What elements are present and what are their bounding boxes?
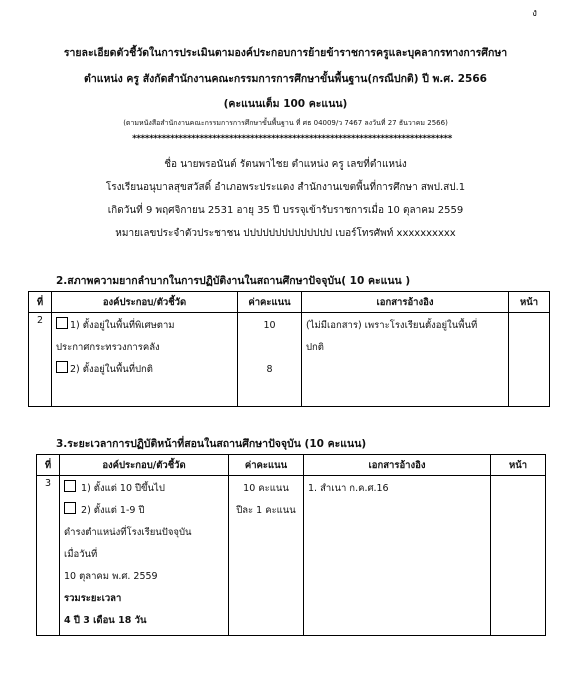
col-header-no: ที่ xyxy=(37,455,60,476)
header-line-1: รายละเอียดตัวชี้วัดในการประเมินตามองค์ประกอบการย้ายข้าราชการครูและบุคลากรทางการศึกษา xyxy=(63,47,508,59)
row-number: 2 xyxy=(29,313,52,407)
item-2-label: 2) ตั้งแต่ 1-9 ปี xyxy=(81,505,145,516)
header-line-2: ตำแหน่ง ครู สังกัดสำนักงานคณะกรรมการการศึกษาขั้นพื้นฐาน(กรณีปกติ) ปี พ.ศ. 2566 xyxy=(84,73,487,85)
score-2: 8 xyxy=(266,364,273,375)
reference-cell xyxy=(304,476,491,636)
person-name-line: ชื่อ นายพรอนันต์ รัตนพาไชย ตำแหน่ง ครู เลขที่ตำแหน่ง xyxy=(164,159,407,170)
section-3-title: 3.ระยะเวลาการปฏิบัติหน้าที่สอนในสถานศึกษาปัจจุบัน (10 คะแนน) xyxy=(56,438,367,450)
reference-text: (ไม่มีเอกสาร) เพราะโรงเรียนตั้งอยู่ในพื้นที่ xyxy=(306,320,478,331)
item-1-label-cont: ประกาศกระทรวงการคลัง xyxy=(56,342,160,353)
person-id-line: หมายเลขประจำตัวประชาชน ปปปปปปปปปปปปปป เบอร์โทรศัพท์ xxxxxxxxxx xyxy=(115,228,456,239)
person-birth-line: เกิดวันที่ 9 พฤศจิกายน 2531 อายุ 35 ปี บรรจุเข้ารับราชการเมื่อ 10 ตุลาคม 2559 xyxy=(107,205,464,216)
section-2-title: 2.สภาพความยากลำบากในการปฏิบัติงานในสถานศึกษาปัจจุบัน( 10 คะแนน ) xyxy=(56,275,411,287)
score-2: ปีละ 1 คะแนน xyxy=(236,505,296,516)
score-1: 10 คะแนน xyxy=(243,483,289,494)
col-header-score: ค่าคะแนน xyxy=(229,455,304,476)
table-row xyxy=(29,313,550,407)
separator-stars: **************************************************************************** xyxy=(132,134,452,144)
checkbox-icon[interactable] xyxy=(64,480,76,492)
table-row xyxy=(37,476,546,636)
section-2-table xyxy=(28,291,550,407)
checkbox-icon[interactable] xyxy=(56,361,68,373)
start-date: 10 ตุลาคม พ.ศ. 2559 xyxy=(64,571,158,582)
score-cell xyxy=(238,313,302,407)
col-header-no: ที่ xyxy=(29,292,52,313)
reference-text-cont: ปกติ xyxy=(306,342,324,353)
header-note: (ตามหนังสือสำนักงานคณะกรรมการการศึกษาขั้นพื้นฐาน ที่ ศธ 04009/ว 7467 ลงวันที่ 27 ธันวาคม 2566) xyxy=(123,119,448,127)
table-header-row xyxy=(37,455,546,476)
page-number: ง xyxy=(532,8,537,19)
section-3-table xyxy=(36,454,546,636)
col-header-page: หน้า xyxy=(509,292,550,313)
item-1-label: 1) ตั้งอยู่ในพื้นที่พิเศษตาม xyxy=(70,320,175,331)
col-header-page: หน้า xyxy=(491,455,546,476)
score-cell xyxy=(229,476,304,636)
row-number: 3 xyxy=(37,476,60,636)
reference-cell xyxy=(302,313,509,407)
item-1-label: 1) ตั้งแต่ 10 ปีขึ้นไป xyxy=(81,483,165,494)
checkbox-icon[interactable] xyxy=(56,317,68,329)
page-cell xyxy=(509,313,550,407)
col-header-reference: เอกสารอ้างอิง xyxy=(304,455,491,476)
total-duration-value: 4 ปี 3 เดือน 18 วัน xyxy=(64,615,147,626)
col-header-reference: เอกสารอ้างอิง xyxy=(302,292,509,313)
total-duration-label: รวมระยะเวลา xyxy=(64,593,122,604)
position-description: ดำรงตำแหน่งที่โรงเรียนปัจจุบัน xyxy=(64,527,192,538)
since-label: เมื่อวันที่ xyxy=(64,549,98,560)
item-cell xyxy=(60,476,229,636)
item-2-label: 2) ตั้งอยู่ในพื้นที่ปกติ xyxy=(70,364,153,375)
col-header-score: ค่าคะแนน xyxy=(238,292,302,313)
page-cell xyxy=(491,476,546,636)
col-header-item: องค์ประกอบ/ตัวชี้วัด xyxy=(52,292,238,313)
score-1: 10 xyxy=(263,320,276,331)
checkbox-icon[interactable] xyxy=(64,502,76,514)
col-header-item: องค์ประกอบ/ตัวชี้วัด xyxy=(60,455,229,476)
table-header-row xyxy=(29,292,550,313)
item-cell xyxy=(52,313,238,407)
reference-text: 1. สำเนา ก.ค.ศ.16 xyxy=(308,483,389,494)
person-school-line: โรงเรียนอนุบาลสุขสวัสดิ์ อำเภอพระประแดง สำนักงานเขตพื้นที่การศึกษา สพป.สป.1 xyxy=(105,182,466,193)
header-line-3: (คะแนนเต็ม 100 คะแนน) xyxy=(223,98,348,110)
